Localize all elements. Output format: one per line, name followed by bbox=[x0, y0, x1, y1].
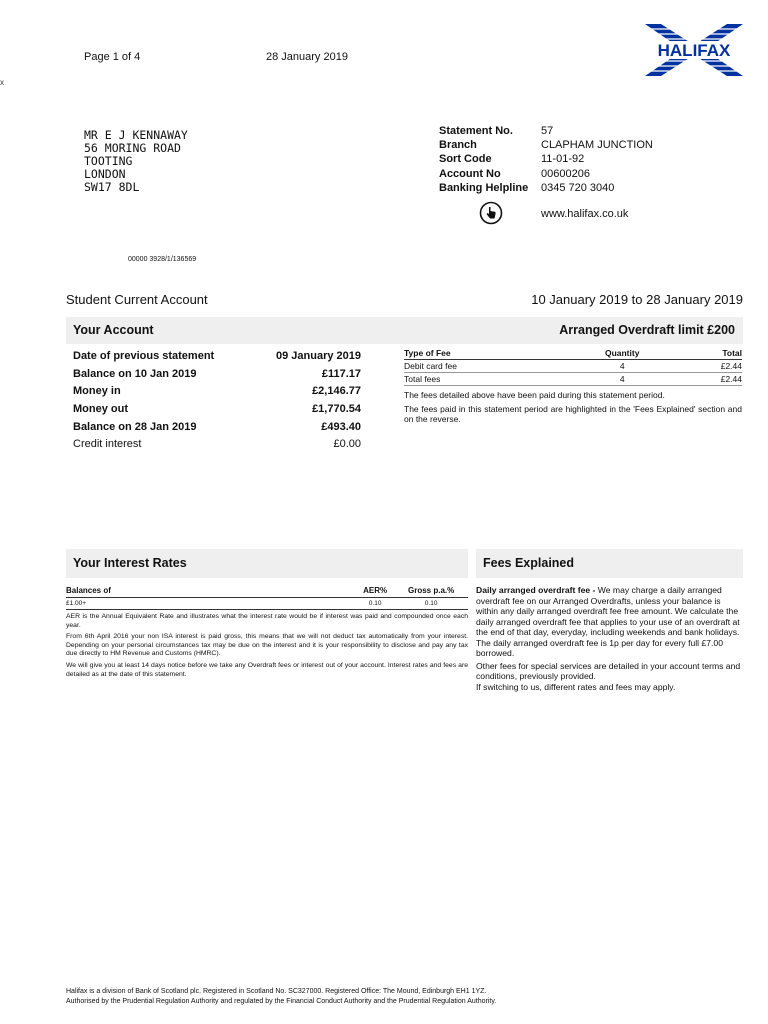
table-row bbox=[66, 598, 468, 610]
summary-value: £117.17 bbox=[321, 367, 361, 380]
summary-row bbox=[73, 436, 361, 454]
statement-period: 10 January 2019 to 28 January 2019 bbox=[531, 292, 743, 307]
fees-table bbox=[404, 347, 742, 386]
summary-row bbox=[73, 366, 361, 384]
interest-rates-table bbox=[66, 584, 468, 610]
helpline-value: 0345 720 3040 bbox=[541, 181, 615, 194]
statement-no-label: Statement No. bbox=[439, 125, 513, 137]
legal-footer bbox=[66, 987, 496, 1007]
sort-code-label: Sort Code bbox=[439, 153, 492, 166]
interest-note: AER is the Annual Equivalent Rate and illustrates what the interest rate would be if interest was paid and compounded once each year. bbox=[66, 613, 468, 629]
switching-paragraph: If switching to us, different rates and fees may apply. bbox=[476, 681, 676, 692]
footer-line: Halifax is a division of Bank of Scotland plc. Registered in Scotland No. SC327000. Registered Office: The Mound, Edinburgh EH1 1YZ. bbox=[66, 988, 487, 995]
summary-row bbox=[73, 419, 361, 437]
summary-row bbox=[73, 348, 361, 366]
fee-quantity: 4 bbox=[569, 360, 676, 373]
rate-balance: £1.00+ bbox=[66, 598, 356, 610]
fees-header-type: Type of Fee bbox=[404, 347, 569, 360]
account-summary bbox=[73, 348, 361, 454]
fees-header-total: Total bbox=[676, 347, 742, 360]
account-no-value: 00600206 bbox=[541, 167, 590, 180]
fee-quantity: 4 bbox=[569, 373, 676, 386]
interest-note: From 6th April 2016 your non ISA interest is paid gross, this means that we will not deduct tax automatically from your interest. Depending on your personal circumstances tax may be due on the interest and it is your responsibility to disclose and pay any tax due directly to HM Revenue and Customs (HMRC). bbox=[66, 633, 468, 658]
rates-header-gross: Gross p.a.% bbox=[394, 584, 468, 598]
website-link[interactable]: www.halifax.co.uk bbox=[541, 208, 629, 220]
summary-row bbox=[73, 401, 361, 419]
summary-label: Balance on 28 Jan 2019 bbox=[73, 420, 197, 433]
address-line: LONDON bbox=[84, 167, 126, 181]
branch-value: CLAPHAM JUNCTION bbox=[541, 139, 653, 152]
account-no-label: Account No bbox=[439, 167, 501, 180]
account-type-title: Student Current Account bbox=[66, 292, 208, 307]
margin-mark: x bbox=[0, 78, 4, 87]
daily-fee-paragraph bbox=[476, 585, 743, 659]
statement-date: 28 January 2019 bbox=[266, 51, 348, 63]
fees-table-section bbox=[404, 347, 742, 424]
fees-explained-heading: Fees Explained bbox=[483, 556, 575, 570]
summary-value: 09 January 2019 bbox=[275, 350, 361, 362]
reference-code: 00000 3928/1/136569 bbox=[128, 256, 197, 263]
fees-explained-text bbox=[476, 585, 743, 692]
daily-fee-body: We may charge a daily arranged overdraft fee on our Arranged Overdrafts, unless your balance is within any daily arranged overdraft fee free amount. We calculate the daily arranged overdraft fee that applies to your use of an overdraft at the end of that day, everyday, including weekends and bank holidays. The daily arranged overdraft fee is 1p per day for every full £7.00 borrowed. bbox=[476, 585, 740, 658]
interest-rates-header bbox=[66, 549, 468, 578]
summary-value: £0.00 bbox=[333, 438, 361, 451]
summary-label: Credit interest bbox=[73, 438, 142, 451]
fee-total: £2.44 bbox=[676, 360, 742, 373]
other-fees-paragraph: Other fees for special services are detailed in your account terms and conditions, previously provided. bbox=[476, 660, 741, 681]
account-details bbox=[439, 124, 653, 195]
fees-header-quantity: Quantity bbox=[569, 347, 676, 360]
fee-type: Debit card fee bbox=[404, 360, 569, 373]
interest-note: We will give you at least 14 days notice before we take any Overdraft fees or interest out of your account. Interest rates and fees are detailed as at the date of this statement. bbox=[66, 661, 468, 678]
helpline-label: Banking Helpline bbox=[439, 181, 529, 194]
halifax-logo bbox=[643, 24, 745, 76]
summary-value: £493.40 bbox=[321, 420, 361, 433]
statement-no-value: 57 bbox=[541, 125, 554, 137]
fee-type: Total fees bbox=[404, 373, 569, 386]
address-line: MR E J KENNAWAY bbox=[84, 128, 188, 142]
fees-explained-header bbox=[476, 549, 743, 578]
summary-row bbox=[73, 383, 361, 401]
interest-rates-section bbox=[66, 584, 468, 679]
summary-value: £2,146.77 bbox=[312, 385, 361, 398]
your-account-heading: Your Account bbox=[73, 323, 154, 337]
summary-value: £1,770.54 bbox=[312, 403, 361, 416]
summary-label: Balance on 10 Jan 2019 bbox=[73, 367, 197, 380]
fees-note: The fees paid in this statement period are highlighted in the 'Fees Explained' section and on the reverse. bbox=[404, 404, 742, 424]
fee-total: £2.44 bbox=[676, 373, 742, 386]
table-row bbox=[404, 360, 742, 373]
rate-aer: 0.10 bbox=[356, 598, 394, 610]
svg-text:HALIFAX: HALIFAX bbox=[657, 41, 731, 60]
page-number: Page 1 of 4 bbox=[84, 51, 141, 63]
overdraft-limit: Arranged Overdraft limit £200 bbox=[559, 323, 735, 337]
rates-header-balance: Balances of bbox=[66, 584, 356, 598]
address-line: SW17 8DL bbox=[84, 180, 140, 194]
branch-label: Branch bbox=[439, 139, 477, 152]
footer-line: Authorised by the Prudential Regulation Authority and regulated by the Financial Conduct Authority and the Prudential Regulation Authority. bbox=[66, 998, 497, 1005]
daily-fee-lead: Daily arranged overdraft fee - bbox=[476, 585, 596, 595]
summary-label: Money out bbox=[73, 403, 128, 416]
address-line: TOOTING bbox=[84, 154, 133, 168]
fees-note: The fees detailed above have been paid during this statement period. bbox=[404, 390, 665, 400]
table-row bbox=[404, 373, 742, 386]
rate-gross: 0.10 bbox=[394, 598, 468, 610]
sort-code-value: 11-01-92 bbox=[541, 153, 585, 166]
your-account-header bbox=[66, 317, 743, 344]
interest-rates-heading: Your Interest Rates bbox=[73, 556, 187, 570]
summary-label: Money in bbox=[73, 385, 121, 398]
pointer-hand-icon bbox=[479, 201, 503, 225]
summary-label: Date of previous statement bbox=[73, 350, 215, 362]
customer-address bbox=[84, 129, 188, 194]
rates-header-aer: AER% bbox=[356, 584, 394, 598]
address-line: 56 MORING ROAD bbox=[84, 141, 181, 155]
